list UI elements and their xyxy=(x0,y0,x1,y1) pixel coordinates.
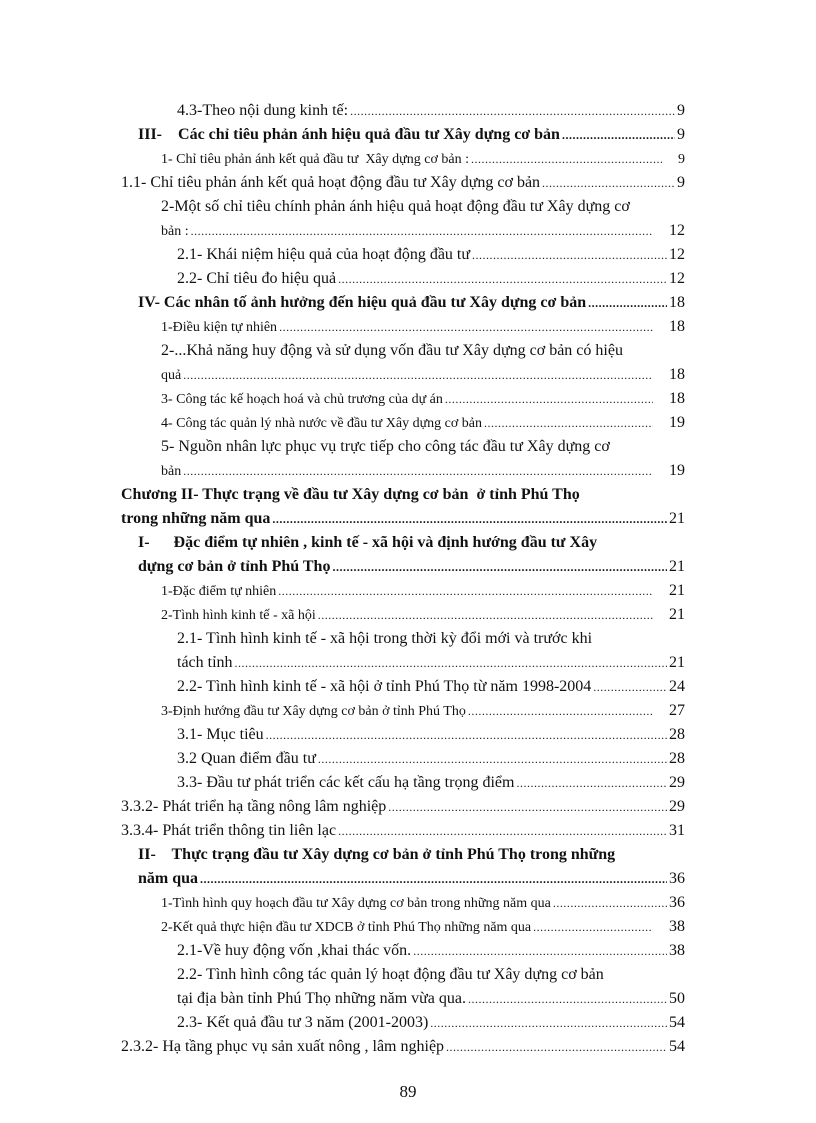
toc-entry-line: 2-...Khả năng huy động và sử dụng vốn đầu tư Xây dựng cơ bản có hiệu xyxy=(161,342,623,359)
toc-page-number: 54 xyxy=(669,1014,685,1031)
toc-entry-text: 4- Công tác quản lý nhà nước về đầu tư Xây dựng cơ bản xyxy=(161,416,482,431)
toc-leader xyxy=(553,892,667,914)
toc-leader xyxy=(588,292,667,314)
toc-entry-text: 2-Kết quả thực hiện đầu tư XDCB ở tỉnh Phú Thọ những năm qua xyxy=(161,920,532,935)
toc-entry-text: 2.1-Về huy động vốn ,khai thác vốn. xyxy=(177,942,412,959)
toc-leader xyxy=(446,1036,667,1058)
toc-entry xyxy=(177,940,685,962)
toc-entry-text: 1-Tình hình quy hoạch đầu tư Xây dựng cơ bản trong những năm qua xyxy=(161,896,551,911)
toc-leader xyxy=(445,388,653,410)
toc-page-number: 28 xyxy=(669,750,685,767)
toc-entry xyxy=(177,100,685,122)
toc-entry xyxy=(177,1012,685,1034)
toc-leader xyxy=(183,460,653,482)
toc-entry-text: 3.1- Mục tiêu xyxy=(177,726,264,743)
toc-page-number: 36 xyxy=(669,870,685,887)
toc-entry-text: quả xyxy=(161,368,182,383)
toc-leader xyxy=(471,148,662,170)
toc-page-number: 38 xyxy=(669,942,685,959)
toc-leader xyxy=(338,820,667,842)
toc-leader xyxy=(562,124,675,146)
toc-entry xyxy=(161,412,685,434)
toc-entry-text: 3.3.2- Phát triển hạ tầng nông lâm nghiệp xyxy=(121,798,387,815)
toc-entry-text: 3.2 Quan điểm đầu tư xyxy=(177,750,316,767)
toc-page-number: 31 xyxy=(669,822,685,839)
toc-leader xyxy=(266,724,667,746)
toc-page-number: 38 xyxy=(669,918,685,935)
toc-entry xyxy=(121,508,685,530)
toc-leader xyxy=(278,580,653,602)
toc-page-number: 27 xyxy=(669,702,685,719)
toc-leader xyxy=(542,172,675,194)
toc-entry-line: 2.1- Tình hình kinh tế - xã hội trong thời kỳ đổi mới và trước khi xyxy=(177,630,593,647)
toc-page-number: 9 xyxy=(677,102,685,119)
toc-entry xyxy=(177,748,685,770)
toc-page-number: 21 xyxy=(669,654,685,671)
toc-leader xyxy=(191,220,653,242)
toc-entry-text: III- Các chỉ tiêu phản ánh hiệu quả đầu tư Xây dựng cơ bản xyxy=(138,126,560,143)
toc-entry-text: 2.3.2- Hạ tầng phục vụ sản xuất nông , lâm nghiệp xyxy=(121,1038,445,1055)
toc-entry-text: năm qua xyxy=(138,870,199,887)
toc-leader xyxy=(318,604,653,626)
toc-leader xyxy=(468,700,653,722)
toc-entry xyxy=(161,916,685,938)
toc-page-number: 21 xyxy=(669,510,685,527)
toc-entry xyxy=(121,796,685,818)
toc-entry-text: 2.2- Chỉ tiêu đo hiệu quả xyxy=(177,270,337,287)
toc-entry-text: 1-Điều kiện tự nhiên xyxy=(161,320,278,335)
toc-page-number: 50 xyxy=(669,990,685,1007)
toc-page-number: 21 xyxy=(669,582,685,599)
toc-page-number: 19 xyxy=(669,462,685,479)
toc-entry xyxy=(161,892,685,914)
toc-page-number: 21 xyxy=(669,558,685,575)
toc-entry-text: tách tỉnh xyxy=(177,654,233,671)
toc-entry xyxy=(138,868,685,890)
toc-entry xyxy=(177,772,685,794)
toc-entry xyxy=(177,268,685,290)
toc-leader xyxy=(279,316,653,338)
toc-entry xyxy=(161,388,685,410)
toc-entry-text: 2.1- Khái niệm hiệu quả của hoạt động đầu tư xyxy=(177,246,471,263)
toc-leader xyxy=(200,868,667,890)
toc-page-number: 18 xyxy=(669,366,685,383)
toc-leader xyxy=(472,244,667,266)
toc-leader xyxy=(338,268,667,290)
toc-entry xyxy=(161,148,685,170)
toc-leader xyxy=(318,748,667,770)
toc-page-number: 9 xyxy=(678,152,685,167)
toc-entry-text: 3- Công tác kế hoạch hoá và chủ trương của dự án xyxy=(161,392,443,407)
section-heading-line: II- Thực trạng đầu tư Xây dựng cơ bản ở tỉnh Phú Thọ trong những xyxy=(138,846,616,863)
toc-leader xyxy=(516,772,667,794)
toc-leader xyxy=(350,100,675,122)
section-heading-line: I- Đặc điểm tự nhiên , kinh tế - xã hội và định hướng đầu tư Xây xyxy=(138,534,598,551)
toc-leader xyxy=(430,1012,667,1034)
toc-page-number: 12 xyxy=(669,270,685,287)
toc-entry-text: 1- Chỉ tiêu phản ánh kết quả đầu tư Xây dựng cơ bản : xyxy=(161,152,469,167)
toc-entry xyxy=(161,316,685,338)
toc-entry-text: bản xyxy=(161,464,182,479)
toc-leader xyxy=(468,988,667,1010)
toc-page-number: 9 xyxy=(677,126,685,143)
toc-entry-text: 2.3- Kết quả đầu tư 3 năm (2001-2003) xyxy=(177,1014,429,1031)
toc-entry-line: 2-Một số chỉ tiêu chính phản ánh hiệu quả hoạt động đầu tư Xây dựng cơ xyxy=(161,198,630,215)
toc-entry xyxy=(138,556,685,578)
toc-entry xyxy=(121,1036,685,1058)
toc-leader xyxy=(413,940,667,962)
toc-entry xyxy=(121,172,685,194)
toc-entry xyxy=(161,700,685,722)
toc-entry xyxy=(138,124,685,146)
toc-entry-text: 3-Định hướng đầu tư Xây dựng cơ bản ở tỉnh Phú Thọ xyxy=(161,704,466,719)
toc-page-number: 19 xyxy=(669,414,685,431)
toc-leader xyxy=(183,364,653,386)
toc-entry-line: 5- Nguồn nhân lực phục vụ trực tiếp cho công tác đầu tư Xây dựng cơ xyxy=(161,438,610,455)
toc-page-number: 54 xyxy=(669,1038,685,1055)
toc-entry-text: 2.2- Tình hình kinh tế - xã hội ở tỉnh Phú Thọ từ năm 1998-2004 xyxy=(177,678,592,695)
toc-entry-line: 2.2- Tình hình công tác quản lý hoạt động đầu tư Xây dựng cơ bản xyxy=(177,966,604,983)
toc-page-number: 29 xyxy=(669,798,685,815)
toc-page-number: 28 xyxy=(669,726,685,743)
toc-entry-text: 3.3.4- Phát triển thông tin liên lạc xyxy=(121,822,337,839)
toc-page-number: 18 xyxy=(669,390,685,407)
toc-entry-text: 3.3- Đầu tư phát triển các kết cấu hạ tầng trọng điểm xyxy=(177,774,515,791)
toc-entry-text: 1-Đặc điểm tự nhiên xyxy=(161,584,277,599)
toc-leader xyxy=(272,508,667,530)
toc-page-number: 18 xyxy=(669,294,685,311)
toc-leader xyxy=(484,412,653,434)
toc-entry xyxy=(177,988,685,1010)
page-number-footer: 89 xyxy=(399,1082,417,1101)
toc-leader xyxy=(332,556,667,578)
toc-entry xyxy=(138,292,685,314)
toc-page-number: 9 xyxy=(677,174,685,191)
toc-page-number: 18 xyxy=(669,318,685,335)
toc-entry-text: 1.1- Chỉ tiêu phản ánh kết quả hoạt động đầu tư Xây dựng cơ bản xyxy=(121,174,541,191)
toc-entry xyxy=(161,460,685,482)
toc-page-number: 24 xyxy=(669,678,685,695)
toc-entry-text: dựng cơ bản ở tỉnh Phú Thọ xyxy=(138,558,331,575)
toc-entry xyxy=(161,220,685,242)
toc-entry xyxy=(177,652,685,674)
toc-page-number: 36 xyxy=(669,894,685,911)
toc-leader xyxy=(593,676,667,698)
toc-entry-text: 2-Tình hình kinh tế - xã hội xyxy=(161,608,316,623)
toc-page-number: 12 xyxy=(669,222,685,239)
toc-page-number: 21 xyxy=(669,606,685,623)
toc-entry xyxy=(161,364,685,386)
toc-entry-text: trong những năm qua xyxy=(121,510,271,527)
chapter-heading-line: Chương II- Thực trạng về đầu tư Xây dựng cơ bản ở tỉnh Phú Thọ xyxy=(121,486,580,503)
toc-entry xyxy=(161,580,685,602)
toc-entry xyxy=(121,820,685,842)
toc-entry-text: tại địa bàn tỉnh Phú Thọ những năm vừa qua. xyxy=(177,990,467,1007)
toc-entry xyxy=(177,244,685,266)
toc-entry xyxy=(177,676,685,698)
toc-entry-text: IV- Các nhân tố ảnh hưởng đến hiệu quả đầu tư Xây dựng cơ bản xyxy=(138,294,587,311)
toc-leader xyxy=(235,652,667,674)
toc-entry-text: 4.3-Theo nội dung kinh tế: xyxy=(177,102,349,119)
toc-entry-text: bản : xyxy=(161,224,189,239)
toc-entry xyxy=(177,724,685,746)
toc-entry xyxy=(161,604,685,626)
toc-leader xyxy=(388,796,667,818)
toc-leader xyxy=(533,916,653,938)
toc-page-number: 12 xyxy=(669,246,685,263)
toc-page-number: 29 xyxy=(669,774,685,791)
